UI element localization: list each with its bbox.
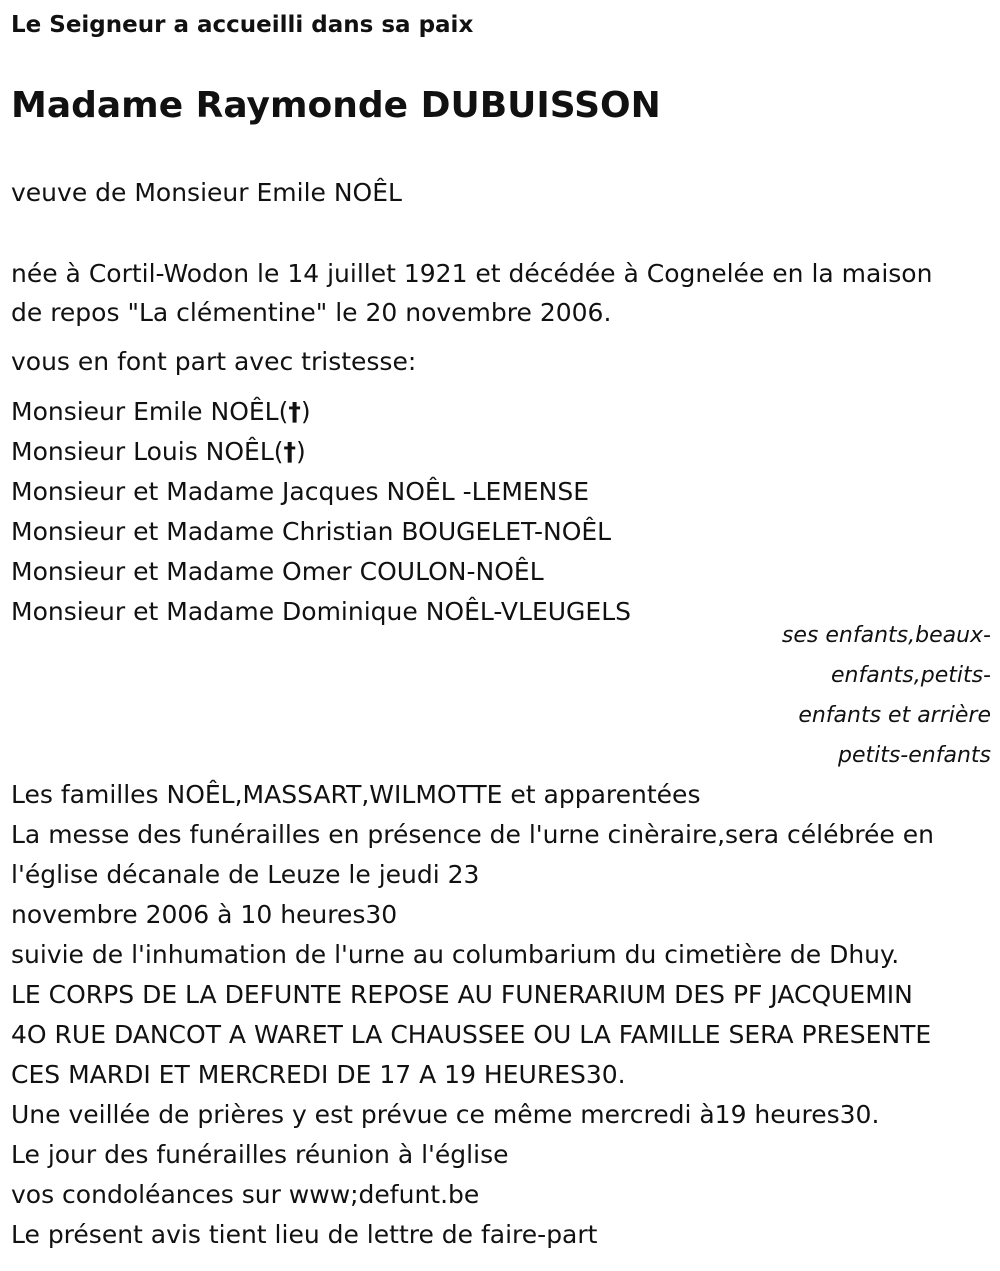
relation-line: ses enfants,beaux- [781,623,991,648]
birth-death-line-2: de repos "La clémentine" le 20 novembre 2006. [11,298,612,327]
family-member: Monsieur et Madame Omer COULON-NOÊL [11,557,544,586]
body-line: CES MARDI ET MERCREDI DE 17 A 19 HEURES30. [11,1060,626,1089]
closing-paren: ) [296,437,306,466]
cross-icon: † [283,437,297,466]
family-member-name: Monsieur Louis NOÊL( [11,437,284,466]
deceased-name: Madame Raymonde DUBUISSON [11,85,661,126]
closing-paren: ) [300,397,311,426]
body-line: Le présent avis tient lieu de lettre de faire-part [11,1220,598,1249]
body-line: La messe des funérailles en présence de l'urne cinèraire,sera célébrée en [11,820,934,849]
website-line: vos condoléances sur www;defunt.be [11,1180,480,1209]
widow-of-line: veuve de Monsieur Emile NOÊL [11,178,402,207]
body-line: suivie de l'inhumation de l'urne au columbarium du cimetière de Dhuy. [11,940,900,969]
family-member-name: Monsieur Emile NOÊL( [11,397,289,426]
family-member: Monsieur et Madame Dominique NOÊL-VLEUGELS [11,597,632,626]
religious-header: Le Seigneur a accueilli dans sa paix [11,12,474,38]
body-line: novembre 2006 à 10 heures30 [11,900,398,929]
body-line: LE CORPS DE LA DEFUNTE REPOSE AU FUNERARIUM DES PF JACQUEMIN [11,980,913,1009]
relation-line: enfants,petits- [831,663,991,688]
family-member [11,432,306,472]
family-member [11,392,311,432]
body-line: Le jour des funérailles réunion à l'église [11,1140,509,1169]
family-member: Monsieur et Madame Jacques NOÊL -LEMENSE [11,477,590,506]
body-line: l'église décanale de Leuze le jeudi 23 [11,860,480,889]
body-line: Les familles NOÊL,MASSART,WILMOTTE et apparentées [11,780,701,809]
body-line: Une veillée de prières y est prévue ce même mercredi à19 heures30. [11,1100,880,1129]
relation-line: enfants et arrière [798,703,991,728]
relation-line: petits-enfants [837,743,991,768]
cross-icon: † [288,397,301,426]
birth-death-line-1: née à Cortil-Wodon le 14 juillet 1921 et décédée à Cognelée en la maison [11,259,933,288]
body-line: 4O RUE DANCOT A WARET LA CHAUSSEE OU LA FAMILLE SERA PRESENTE [11,1020,932,1049]
family-member: Monsieur et Madame Christian BOUGELET-NOÊL [11,517,612,546]
announce-line: vous en font part avec tristesse: [11,347,417,376]
